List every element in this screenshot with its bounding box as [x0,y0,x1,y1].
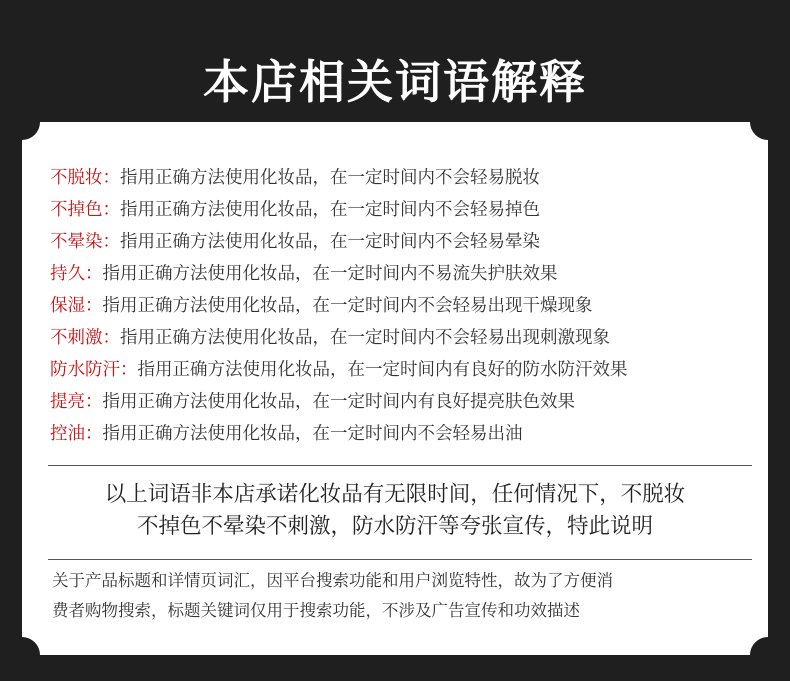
page-title: 本店相关词语解释 [203,55,587,109]
term-description: 指用正确方法使用化妆品，在一定时间内不会轻易出油 [102,424,523,444]
term-row [50,322,748,354]
corner-notch [750,637,786,673]
term-row [50,386,748,418]
divider [48,559,752,560]
term-description: 指用正确方法使用化妆品，在一定时间内不易流失护肤效果 [102,264,558,284]
term-name: 不脱妆： [50,168,120,188]
term-row [50,290,748,322]
term-name: 控油： [50,424,103,444]
term-row [50,354,748,386]
term-row [50,226,748,258]
term-description: 指用正确方法使用化妆品，在一定时间内有良好的防水防汗效果 [137,360,628,380]
corner-notch [750,104,786,140]
divider [48,465,752,466]
term-name: 提亮： [50,392,103,412]
term-name: 不晕染： [50,232,120,252]
search-note [52,566,744,626]
term-row [50,258,748,290]
note-line: 费者购物搜索，标题关键词仅用于搜索功能，不涉及广告宣传和功效描述 [52,601,580,620]
term-name: 防水防汗： [50,360,138,380]
term-description: 指用正确方法使用化妆品，在一定时间内不会轻易脱妆 [120,168,540,188]
term-description: 指用正确方法使用化妆品，在一定时间内不会轻易掉色 [120,200,540,220]
term-name: 不掉色： [50,200,120,220]
corner-notch [4,104,40,140]
term-description: 指用正确方法使用化妆品，在一定时间内不会轻易晕染 [120,232,540,252]
statement-line: 不掉色不晕染不刺激，防水防汗等夸张宣传，特此说明 [136,514,653,539]
term-name: 持久： [50,264,103,284]
statement-line: 以上词语非本店承诺化妆品有无限时间，任何情况下，不脱妆 [104,482,686,507]
term-row [50,194,748,226]
corner-notch [4,637,40,673]
term-description: 指用正确方法使用化妆品，在一定时间内不会轻易出现刺激现象 [120,328,610,348]
term-list [50,162,748,450]
note-line: 关于产品标题和详情页词汇，因平台搜索功能和用户浏览特性，故为了方便消 [52,571,613,590]
disclaimer-statement [22,479,768,543]
term-name: 保湿： [50,296,103,316]
term-row [50,418,748,450]
term-row [50,162,748,194]
term-description: 指用正确方法使用化妆品，在一定时间内不会轻易出现干燥现象 [102,296,593,316]
term-description: 指用正确方法使用化妆品，在一定时间内有良好提亮肤色效果 [102,392,575,412]
term-name: 不刺激： [50,328,120,348]
content-card [22,122,768,655]
